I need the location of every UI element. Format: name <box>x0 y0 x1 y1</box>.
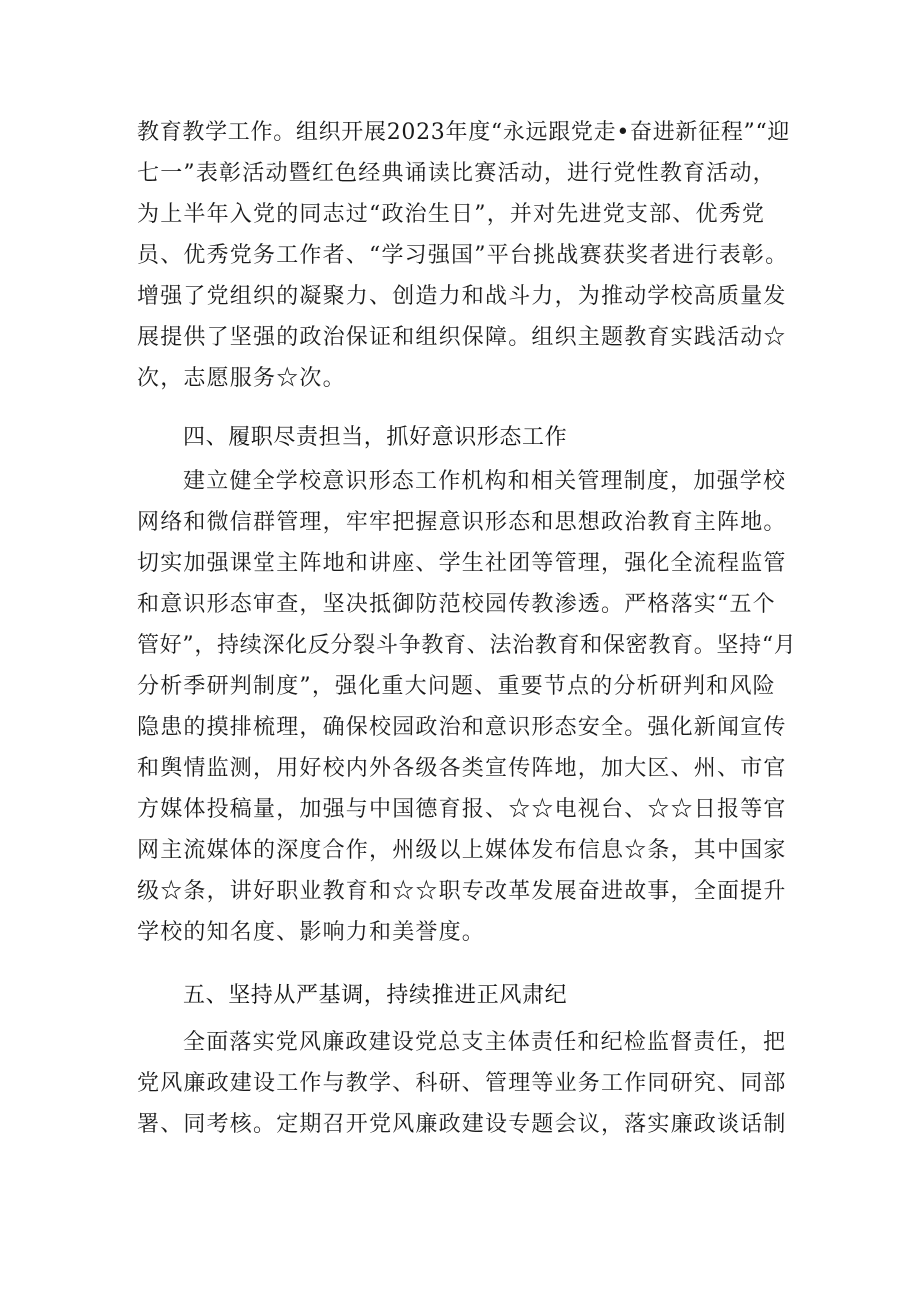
paragraph-line: 学校的知名度、影响力和美誉度。 <box>137 920 486 945</box>
paragraph-line: 级☆条，讲好职业教育和☆☆职专改革发展奋进故事，全面提升 <box>137 879 787 904</box>
paragraph-line: 全面落实党风廉政建设党总支主体责任和纪检监督责任，把 <box>183 1030 787 1055</box>
section-heading: 四、履职尽责担当，抓好意识形态工作 <box>183 425 568 450</box>
paragraph-line: 网主流媒体的深度合作，州级以上媒体发布信息☆条，其中国家 <box>137 838 787 863</box>
paragraph-line: 党风廉政建设工作与教学、科研、管理等业务工作同研究、同部 <box>137 1071 787 1096</box>
paragraph-line: 为上半年入党的同志过“政治生日”，并对先进党支部、优秀党 <box>137 202 766 227</box>
paragraph-line: 网络和微信群管理，牢牢把握意识形态和思想政治教育主阵地。 <box>137 510 787 535</box>
paragraph-line: 教育教学工作。组织开展2023年度“永远跟党走•奋进新征程”“迎 <box>137 120 791 145</box>
paragraph-line: 次，志愿服务☆次。 <box>137 366 346 391</box>
paragraph-line: 管好”，持续深化反分裂斗争教育、法治教育和保密教育。坚持“月 <box>137 633 797 658</box>
paragraph-line: 隐患的摸排梳理，确保校园政治和意识形态安全。强化新闻宣传 <box>137 715 787 740</box>
paragraph-line: 增强了党组织的凝聚力、创造力和战斗力，为推动学校高质量发 <box>137 284 787 309</box>
paragraph-line: 建立健全学校意识形态工作机构和相关管理制度，加强学校 <box>183 469 787 494</box>
paragraph-line: 员、优秀党务工作者、“学习强国”平台挑战赛获奖者进行表彰。 <box>137 243 789 268</box>
paragraph-line: 展提供了坚强的政治保证和组织保障。组织主题教育实践活动☆ <box>137 325 787 350</box>
paragraph-line: 分析季研判制度”，强化重大问题、重要节点的分析研判和风险 <box>137 674 776 699</box>
paragraph-line: 七一”表彰活动暨红色经典诵读比赛活动，进行党性教育活动， <box>137 161 776 186</box>
paragraph-line: 方媒体投稿量，加强与中国德育报、☆☆电视台、☆☆日报等官 <box>137 797 787 822</box>
paragraph-line: 和舆情监测，用好校内外各级各类宣传阵地，加大区、州、市官 <box>137 756 787 781</box>
paragraph-line: 和意识形态审查，坚决抵御防范校园传教渗透。严格落实“五个 <box>137 592 776 617</box>
paragraph-line: 署、同考核。定期召开党风廉政建设专题会议，落实廉政谈话制 <box>137 1112 787 1137</box>
paragraph-line: 切实加强课堂主阵地和讲座、学生社团等管理，强化全流程监管 <box>137 551 787 576</box>
section-heading: 五、坚持从严基调，持续推进正风肃纪 <box>183 983 568 1008</box>
